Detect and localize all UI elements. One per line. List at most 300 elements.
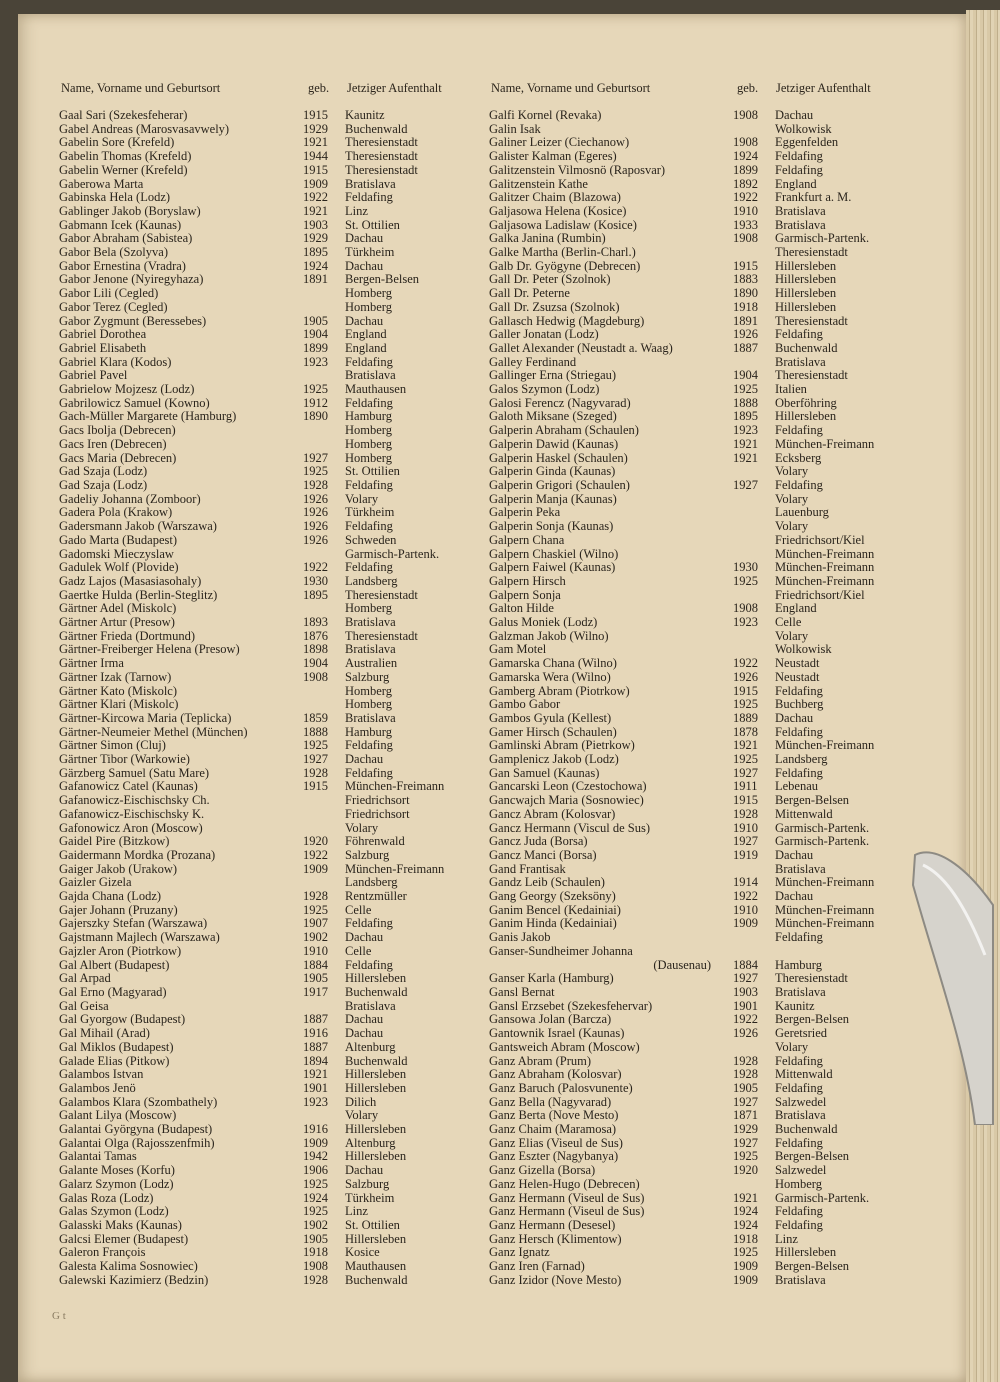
list-row	[483, 1096, 903, 1110]
entry-residence: Bergen-Belsen	[345, 272, 420, 287]
entry-name: Ganz Hermann (Viseul de Sus)	[489, 1204, 645, 1219]
entry-name: Ganz Iren (Farnad)	[489, 1259, 585, 1274]
entry-residence: Salzwedel	[775, 1094, 827, 1109]
entry-name: Galperin Manja (Kaunas)	[489, 491, 617, 506]
entry-residence: Feldafing	[775, 724, 823, 739]
list-row	[55, 1233, 480, 1247]
list-row	[55, 260, 480, 274]
list-row	[483, 1068, 903, 1082]
page-footer: G t	[52, 1310, 66, 1322]
entry-name: Gamlinski Abram (Pietrkow)	[489, 738, 635, 753]
list-row	[55, 506, 480, 520]
entry-birth-year: 1909	[303, 1135, 328, 1150]
list-row	[483, 191, 903, 205]
entry-birth-year: 1928	[303, 765, 328, 780]
list-row	[483, 1274, 903, 1288]
entry-residence: Dachau	[775, 847, 814, 862]
entry-birth-year: 1899	[303, 340, 328, 355]
entry-residence: Volary	[345, 491, 379, 506]
entry-residence: Volary	[775, 519, 809, 534]
entry-name: Galperin Grigori (Schaulen)	[489, 477, 630, 492]
list-row	[55, 698, 480, 712]
entry-name: Gaidel Pire (Bitzkow)	[59, 834, 170, 849]
entry-birth-year: 1893	[303, 615, 328, 630]
entry-residence: Theresienstadt	[345, 628, 418, 643]
entry-birth-year: 1908	[733, 108, 758, 122]
list-row	[483, 1246, 903, 1260]
entry-birth-year: 1908	[303, 669, 328, 684]
entry-birth-year: 1933	[733, 217, 758, 232]
entry-birth-year: 1916	[303, 1122, 328, 1137]
entry-residence: Feldafing	[775, 423, 823, 438]
entry-residence: Hillersleben	[345, 1067, 407, 1082]
entry-name: Ganz Izidor (Nove Mesto)	[489, 1272, 622, 1287]
entry-name: Gambo Gabor	[489, 697, 561, 712]
entry-birth-year: 1908	[733, 601, 758, 616]
list-row	[483, 794, 903, 808]
entry-birth-year: 1922	[303, 560, 328, 575]
list-row	[483, 520, 903, 534]
entry-residence: Bergen-Belsen	[775, 793, 850, 808]
list-row	[483, 808, 903, 822]
list-row	[55, 890, 480, 904]
entry-birth-year: 1920	[303, 834, 328, 849]
list-row	[55, 465, 480, 479]
entry-name: Gajerszky Stefan (Warszawa)	[59, 916, 208, 931]
entry-residence: Buchenwald	[775, 340, 838, 355]
entry-birth-year: 1925	[303, 738, 328, 753]
list-row	[55, 520, 480, 534]
entry-name: Galosi Ferencz (Nagyvarad)	[489, 395, 631, 410]
list-row	[55, 164, 480, 178]
list-row	[483, 397, 903, 411]
list-row	[55, 671, 480, 685]
list-row	[55, 1055, 480, 1069]
list-row	[55, 685, 480, 699]
entry-residence: Feldafing	[775, 930, 823, 945]
entry-birth-year: 1926	[733, 669, 758, 684]
entry-residence: Feldafing	[775, 162, 823, 177]
right-column	[483, 0, 903, 1382]
entry-name: Galiner Leizer (Ciechanow)	[489, 135, 630, 150]
entry-name: Gall Dr. Peter (Szolnok)	[489, 272, 611, 287]
entry-name: Gacs Ibolja (Debrecen)	[59, 423, 176, 438]
list-row	[55, 1246, 480, 1260]
entry-birth-year: 1924	[303, 1190, 328, 1205]
entry-residence: Volary	[775, 464, 809, 479]
list-row	[483, 1260, 903, 1274]
entry-birth-year: 1906	[303, 1163, 328, 1178]
entry-residence: Bergen-Belsen	[775, 1259, 850, 1274]
entry-name: Gansowa Jolan (Barcza)	[489, 1012, 612, 1027]
entry-name: Gärtner Klari (Miskolc)	[59, 697, 179, 712]
entry-name: Galin Isak	[489, 121, 541, 136]
entry-residence: Celle	[775, 615, 802, 630]
entry-name: Gadz Lajos (Masasiasohaly)	[59, 573, 202, 588]
list-row	[483, 1192, 903, 1206]
entry-residence: Feldafing	[345, 477, 393, 492]
entry-residence: Theresienstadt	[345, 149, 418, 164]
entry-name: Gall Dr. Peterne	[489, 286, 570, 301]
list-row	[483, 342, 903, 356]
list-row	[55, 972, 480, 986]
entry-name: Gabor Zygmunt (Beressebes)	[59, 313, 207, 328]
entry-residence: Wolkowisk	[775, 642, 832, 657]
list-row	[55, 986, 480, 1000]
entry-residence: Schweden	[345, 532, 397, 547]
list-row	[55, 410, 480, 424]
list-row	[483, 1055, 903, 1069]
entry-birth-year: 1914	[733, 875, 758, 890]
entry-birth-year: 1924	[733, 149, 758, 164]
entry-name: Gacs Maria (Debrecen)	[59, 450, 177, 465]
list-row	[55, 753, 480, 767]
entry-residence: Dachau	[345, 1026, 384, 1041]
list-row	[483, 575, 903, 589]
list-row	[55, 630, 480, 644]
list-row	[483, 452, 903, 466]
entry-name: Galantai Olga (Rajosszenfmih)	[59, 1135, 215, 1150]
entry-birth-year: 1887	[733, 340, 758, 355]
entry-name: Ganz Gizella (Borsa)	[489, 1163, 596, 1178]
list-row	[483, 561, 903, 575]
entry-name: Gach-Müller Margarete (Hamburg)	[59, 409, 237, 424]
entry-name: Gärzberg Samuel (Satu Mare)	[59, 765, 210, 780]
entry-birth-year: 1927	[733, 971, 758, 986]
entry-name: Galantai Tamas	[59, 1149, 137, 1164]
entry-name: Gad Szaja (Lodz)	[59, 464, 148, 479]
entry-name: Galarz Szymon (Lodz)	[59, 1176, 174, 1191]
entry-name: Galzman Jakob (Wilno)	[489, 628, 609, 643]
entry-name: Galperin Abraham (Schaulen)	[489, 423, 639, 438]
list-row	[483, 465, 903, 479]
entry-name: Gancz Abram (Kolosvar)	[489, 806, 616, 821]
header-year: geb.	[308, 81, 330, 95]
entry-residence: Rentzmüller	[345, 889, 407, 904]
entry-residence: Kosice	[345, 1245, 380, 1260]
entry-name: Gaidermann Mordka (Prozana)	[59, 847, 216, 862]
entry-name: Galton Hilde	[489, 601, 554, 616]
entry-birth-year: 1887	[303, 1039, 328, 1054]
entry-residence: Dachau	[775, 108, 814, 122]
list-row	[483, 849, 903, 863]
list-row	[55, 931, 480, 945]
entry-birth-year: 1922	[303, 847, 328, 862]
entry-residence: München-Freimann	[775, 875, 875, 890]
entry-residence: Dachau	[345, 313, 384, 328]
entry-name: Gabor Jenone (Nyiregyhaza)	[59, 272, 204, 287]
entry-name: Galpern Hirsch	[489, 573, 566, 588]
entry-name: Ganz Eszter (Nagybanya)	[489, 1149, 619, 1164]
entry-name: Ganz Chaim (Maramosa)	[489, 1122, 617, 1137]
entry-name: Gaiger Jakob (Urakow)	[59, 861, 178, 876]
entry-name: Gabmann Icek (Kaunas)	[59, 217, 182, 232]
entry-residence: Hamburg	[775, 957, 822, 972]
entry-residence: Feldafing	[775, 1217, 823, 1232]
right-list	[483, 109, 903, 1287]
entry-residence: Buchenwald	[345, 1053, 408, 1068]
entry-name: Ganz Berta (Nove Mesto)	[489, 1108, 619, 1123]
entry-name: Galas Szymon (Lodz)	[59, 1204, 169, 1219]
list-row	[483, 301, 903, 315]
entry-birth-year: 1904	[303, 327, 328, 342]
entry-name: Gall Dr. Zsuzsa (Szolnok)	[489, 299, 620, 314]
entry-residence: Türkheim	[345, 245, 395, 260]
entry-birth-year: 1926	[303, 491, 328, 506]
entry-birth-year: 1927	[303, 752, 328, 767]
entry-residence: Bratislava	[775, 861, 826, 876]
entry-name: Gärtner Tibor (Warkowie)	[59, 752, 190, 767]
entry-birth-year: 1916	[303, 1026, 328, 1041]
entry-name: Galke Martha (Berlin-Charl.)	[489, 245, 636, 260]
entry-residence: Volary	[775, 1039, 809, 1054]
list-row	[483, 712, 903, 726]
list-row	[55, 287, 480, 301]
entry-residence: Türkheim	[345, 505, 395, 520]
entry-residence: Lebenau	[775, 779, 819, 794]
list-row	[483, 1082, 903, 1096]
entry-birth-year: 1908	[733, 135, 758, 150]
entry-name: Gaberowa Marta	[59, 176, 144, 191]
entry-name: Gancarski Leon (Czestochowa)	[489, 779, 647, 794]
entry-name: Galoth Miksane (Szeged)	[489, 409, 617, 424]
entry-name: Gärtner Frieda (Dortmund)	[59, 628, 196, 643]
entry-birth-year: 1905	[303, 971, 328, 986]
entry-birth-year: 1924	[733, 1217, 758, 1232]
entry-name: Ganz Hersch (Klimentow)	[489, 1231, 622, 1246]
list-row	[483, 739, 903, 753]
list-row	[55, 945, 480, 959]
entry-birth-year: 1911	[733, 779, 758, 794]
entry-residence: Homberg	[345, 299, 392, 314]
entry-birth-year: 1930	[303, 573, 328, 588]
entry-residence: Hillersleben	[775, 299, 837, 314]
entry-residence: Homberg	[345, 450, 392, 465]
list-row	[483, 123, 903, 137]
entry-name: Ganis Jakob	[489, 930, 551, 945]
entry-name: Galambos Klara (Szombathely)	[59, 1094, 218, 1109]
entry-residence: Kaunitz	[775, 998, 815, 1013]
list-row	[483, 959, 903, 973]
entry-birth-year: 1908	[303, 1259, 328, 1274]
entry-residence: Homberg	[345, 436, 392, 451]
entry-name: Gabelin Thomas (Krefeld)	[59, 149, 192, 164]
entry-residence: Feldafing	[345, 519, 393, 534]
entry-name: Gallet Alexander (Neustadt a. Waag)	[489, 340, 673, 355]
entry-residence: Feldafing	[345, 957, 393, 972]
entry-name: Galitzenstein Kathe	[489, 176, 588, 191]
entry-residence: England	[345, 340, 387, 355]
entry-birth-year: 1910	[733, 203, 758, 218]
entry-name: Gal Erno (Magyarad)	[59, 985, 167, 999]
entry-name: Gallinger Erna (Striegau)	[489, 368, 617, 383]
entry-birth-year: 1925	[733, 1245, 758, 1260]
entry-name: Gabinska Hela (Lodz)	[59, 190, 171, 205]
entry-name: Galjasowa Ladislaw (Kosice)	[489, 217, 637, 232]
list-row	[483, 109, 903, 123]
entry-birth-year: 1905	[733, 1080, 758, 1095]
entry-name: Gacs Iren (Debrecen)	[59, 436, 167, 451]
entry-residence: Celle	[345, 943, 372, 958]
entry-residence: St. Ottilien	[345, 464, 400, 479]
entry-birth-year: 1883	[733, 272, 758, 287]
list-row	[55, 493, 480, 507]
list-row	[55, 561, 480, 575]
list-row	[483, 630, 903, 644]
entry-residence: St. Ottilien	[345, 1217, 400, 1232]
entry-name: Gärtner Simon (Cluj)	[59, 738, 166, 753]
entry-name: Galister Kalman (Egeres)	[489, 149, 617, 164]
entry-residence: Volary	[345, 1108, 379, 1123]
entry-name: Gabelin Sore (Krefeld)	[59, 135, 175, 150]
list-row	[55, 178, 480, 192]
entry-name: Galpern Faiwel (Kaunas)	[489, 560, 616, 575]
entry-birth-year: 1887	[303, 1012, 328, 1027]
entry-residence: München-Freimann	[345, 861, 445, 876]
entry-name: Gancz Manci (Borsa)	[489, 847, 597, 862]
entry-name: Galperin Sonja (Kaunas)	[489, 519, 614, 534]
entry-residence: Türkheim	[345, 1190, 395, 1205]
entry-birth-year: 1915	[303, 162, 328, 177]
entry-residence: Garmisch-Partenk.	[775, 231, 870, 246]
list-row	[483, 685, 903, 699]
entry-residence: England	[775, 601, 817, 616]
entry-birth-year: 1925	[733, 1149, 758, 1164]
list-row	[483, 424, 903, 438]
list-row	[55, 246, 480, 260]
entry-birth-year: 1891	[303, 272, 328, 287]
entry-birth-year: 1901	[303, 1080, 328, 1095]
entry-name: Galitzenstein Vilmosnö (Raposvar)	[489, 162, 666, 177]
page-edge	[966, 10, 1000, 1382]
list-row	[55, 342, 480, 356]
entry-name: Gabriel Pavel	[59, 368, 128, 383]
entry-name: Gandz Leib (Schaulen)	[489, 875, 605, 890]
list-row	[483, 1000, 903, 1014]
entry-residence: Feldafing	[775, 1053, 823, 1068]
entry-birth-year: 1921	[733, 450, 758, 465]
list-row	[483, 780, 903, 794]
list-row	[55, 136, 480, 150]
entry-residence: Lauenburg	[775, 505, 829, 520]
entry-name: Gabriel Dorothea	[59, 327, 147, 342]
list-row	[55, 232, 480, 246]
entry-residence: München-Freimann	[775, 573, 875, 588]
entry-birth-year: 1923	[733, 423, 758, 438]
list-row	[483, 534, 903, 548]
entry-residence: Theresienstadt	[775, 245, 848, 260]
list-row	[483, 972, 903, 986]
entry-birth-year: 1908	[733, 231, 758, 246]
entry-name: Gabriel Elisabeth	[59, 340, 147, 355]
entry-birth-year: 1928	[733, 1053, 758, 1068]
entry-birth-year: 1920	[733, 1163, 758, 1178]
list-row	[55, 1178, 480, 1192]
entry-name: Gancz Hermann (Viscul de Sus)	[489, 820, 651, 835]
entry-residence: Homberg	[345, 423, 392, 438]
entry-birth-year: 1926	[303, 532, 328, 547]
entry-name: Gärtner-Freiberger Helena (Presow)	[59, 642, 240, 657]
list-row	[55, 1027, 480, 1041]
entry-birth-year: 1912	[303, 395, 328, 410]
list-row	[483, 356, 903, 370]
entry-name: Gärtner-Kircowa Maria (Teplicka)	[59, 710, 232, 725]
entry-residence: München-Freimann	[775, 560, 875, 575]
entry-name: Galas Roza (Lodz)	[59, 1190, 154, 1205]
left-column	[55, 0, 480, 1382]
entry-name: Gal Albert (Budapest)	[59, 957, 170, 972]
entry-birth-year: 1922	[733, 889, 758, 904]
entry-birth-year: 1894	[303, 1053, 328, 1068]
list-row	[483, 643, 903, 657]
entry-birth-year: 1907	[303, 916, 328, 931]
entry-residence: Bratislava	[345, 176, 396, 191]
entry-residence: Frankfurt a. M.	[775, 190, 852, 205]
entry-residence: Hamburg	[345, 724, 392, 739]
entry-residence: Volary	[775, 628, 809, 643]
entry-residence: Feldafing	[775, 1204, 823, 1219]
entry-residence: Föhrenwald	[345, 834, 405, 849]
list-row	[55, 1164, 480, 1178]
entry-name: Gärtner Izak (Tarnow)	[59, 669, 172, 684]
list-row	[483, 136, 903, 150]
list-row	[55, 780, 480, 794]
entry-name: Galasski Maks (Kaunas)	[59, 1217, 182, 1232]
entry-residence: Feldafing	[345, 354, 393, 369]
entry-residence: Celle	[345, 902, 372, 917]
entry-birth-year: 1923	[303, 354, 328, 369]
entry-birth-year: 1895	[303, 587, 328, 602]
entry-birth-year: 1909	[303, 861, 328, 876]
entry-birth-year: 1910	[733, 820, 758, 835]
list-row	[55, 356, 480, 370]
entry-residence: Buchberg	[775, 697, 824, 712]
entry-name: Galpern Chaskiel (Wilno)	[489, 546, 619, 561]
entry-name: Ganz Ignatz	[489, 1245, 550, 1260]
list-row	[55, 369, 480, 383]
entry-name: Gal Arpad	[59, 971, 111, 986]
entry-name: Galjasowa Helena (Kosice)	[489, 203, 627, 218]
entry-birth-year: 1927	[303, 450, 328, 465]
list-row	[483, 219, 903, 233]
entry-residence: Feldafing	[345, 395, 393, 410]
entry-name: Gadersmann Jakob (Warszawa)	[59, 519, 217, 534]
entry-birth-year: 1925	[303, 1204, 328, 1219]
list-row	[55, 273, 480, 287]
list-row	[483, 1123, 903, 1137]
entry-birth-year: 1859	[303, 710, 328, 725]
entry-birth-year: 1927	[733, 765, 758, 780]
entry-name: Gand Frantisak	[489, 861, 566, 876]
list-row	[483, 1027, 903, 1041]
entry-birth-year: 1929	[733, 1122, 758, 1137]
list-row	[55, 315, 480, 329]
entry-name: Ganz Hermann (Desesel)	[489, 1217, 616, 1232]
entry-name: Gal Mihail (Arad)	[59, 1026, 150, 1041]
entry-name: Gabel Andreas (Marosvasavwely)	[59, 121, 230, 136]
entry-birth-year: 1884	[303, 957, 328, 972]
entry-residence: Dachau	[775, 710, 814, 725]
entry-residence: München-Freimann	[775, 738, 875, 753]
list-row	[483, 438, 903, 452]
list-row	[483, 589, 903, 603]
entry-name: Gaal Sari (Szekesfeherar)	[59, 108, 188, 122]
entry-name: Gabriel Klara (Kodos)	[59, 354, 172, 369]
entry-name: Gabor Abraham (Sabistea)	[59, 231, 193, 246]
entry-residence: Salzwedel	[775, 1163, 827, 1178]
entry-residence: Homberg	[345, 697, 392, 712]
entry-residence: Australien	[345, 656, 398, 671]
